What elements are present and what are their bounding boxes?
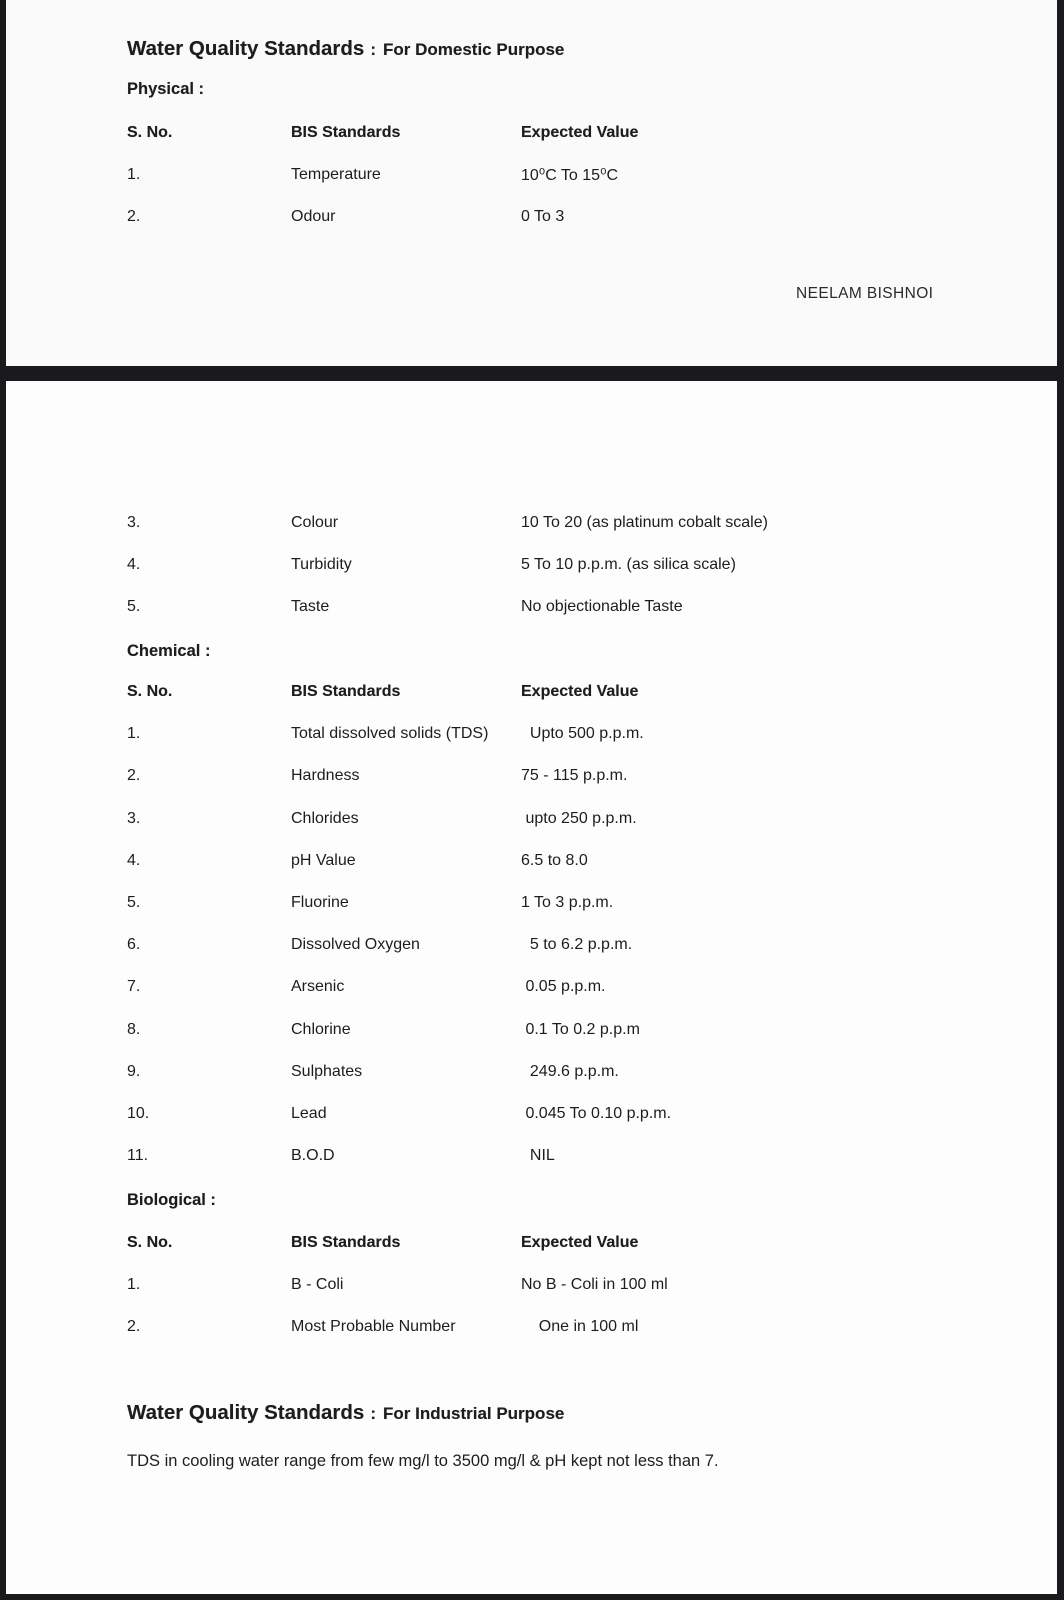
row-number: 1. <box>127 166 141 184</box>
row-standard-name: B.O.D <box>291 1147 335 1165</box>
title-colon: : <box>370 1404 376 1423</box>
table-row <box>127 1264 957 1306</box>
table-row <box>127 586 957 628</box>
col-header-expected-value: Expected Value <box>521 683 639 701</box>
table-row <box>127 924 957 966</box>
row-standard-name: B - Coli <box>291 1276 344 1294</box>
section-label-chemical: Chemical : <box>127 642 211 660</box>
document-title-domestic <box>127 36 564 64</box>
row-expected-value: 249.6 p.p.m. <box>521 1062 619 1080</box>
row-number: 3. <box>127 809 141 827</box>
row-standard-name: Dissolved Oxygen <box>291 936 420 954</box>
row-number: 8. <box>127 1020 141 1038</box>
row-expected-value: No B - Coli in 100 ml <box>521 1276 668 1294</box>
table-row <box>127 713 957 755</box>
table-row <box>127 755 957 797</box>
table-row <box>127 1051 957 1093</box>
col-header-expected-value: Expected Value <box>521 124 639 142</box>
row-standard-name: pH Value <box>291 851 356 869</box>
row-number: 1. <box>127 725 141 743</box>
row-standard-name: Fluorine <box>291 894 349 912</box>
table-row <box>127 1135 957 1177</box>
row-standard-name: Chlorine <box>291 1020 351 1038</box>
row-standard-name: Lead <box>291 1104 327 1122</box>
row-number: 4. <box>127 556 141 574</box>
row-standard-name: Colour <box>291 514 339 532</box>
row-number: 6. <box>127 936 141 954</box>
row-standard-name: Hardness <box>291 767 360 785</box>
title-subtitle: For Domestic Purpose <box>383 40 565 59</box>
page-bottom-edge <box>0 1594 1064 1600</box>
page-border-right <box>1057 0 1064 1596</box>
row-standard-name: Temperature <box>291 166 381 184</box>
table-row <box>127 840 957 882</box>
section-label-physical: Physical : <box>127 80 205 98</box>
row-number: 2. <box>127 1318 141 1336</box>
table-header-row <box>127 1222 957 1264</box>
row-expected-value: 75 - 115 p.p.m. <box>521 767 628 785</box>
title-subtitle: For Industrial Purpose <box>383 1404 565 1423</box>
row-number: 3. <box>127 514 141 532</box>
col-header-sno: S. No. <box>127 1234 173 1252</box>
table-row <box>127 502 957 544</box>
row-expected-value: 5 To 10 p.p.m. (as silica scale) <box>521 556 736 574</box>
row-number: 11. <box>127 1147 149 1165</box>
row-expected-value: 0.05 p.p.m. <box>521 978 606 996</box>
row-number: 5. <box>127 598 141 616</box>
table-row <box>127 966 957 1008</box>
row-expected-value: 6.5 to 8.0 <box>521 851 588 869</box>
physical-table <box>127 112 957 239</box>
col-header-bis-standards: BIS Standards <box>291 124 401 142</box>
table-row <box>127 882 957 924</box>
row-standard-name: Taste <box>291 598 330 616</box>
row-expected-value: No objectionable Taste <box>521 598 683 616</box>
col-header-expected-value: Expected Value <box>521 1234 639 1252</box>
row-number: 2. <box>127 767 141 785</box>
row-number: 5. <box>127 894 141 912</box>
author-name: NEELAM BISHNOI <box>796 285 934 302</box>
table-header-row <box>127 671 957 713</box>
row-number: 7. <box>127 978 141 996</box>
row-standard-name: Arsenic <box>291 978 345 996</box>
row-expected-value: NIL <box>521 1147 555 1165</box>
row-expected-value: 0.045 To 0.10 p.p.m. <box>521 1104 672 1122</box>
title-text: Water Quality Standards <box>127 1401 365 1424</box>
col-header-bis-standards: BIS Standards <box>291 683 401 701</box>
table-header-row <box>127 112 957 154</box>
table-row <box>127 1009 957 1051</box>
col-header-sno: S. No. <box>127 683 173 701</box>
page-border-left <box>0 0 6 1596</box>
document-title-industrial <box>127 1400 564 1428</box>
page-divider-band <box>0 366 1064 381</box>
row-expected-value: 0 To 3 <box>521 208 565 226</box>
row-standard-name: Turbidity <box>291 556 352 574</box>
row-number: 9. <box>127 1062 141 1080</box>
table-row <box>127 1306 957 1348</box>
row-standard-name: Most Probable Number <box>291 1318 456 1336</box>
row-standard-name: Sulphates <box>291 1062 363 1080</box>
chemical-table <box>127 671 957 1177</box>
table-row <box>127 544 957 586</box>
row-number: 2. <box>127 208 141 226</box>
row-standard-name: Odour <box>291 208 336 226</box>
row-expected-value: Upto 500 p.p.m. <box>521 725 644 743</box>
row-number: 1. <box>127 1276 141 1294</box>
row-standard-name: Total dissolved solids (TDS) <box>291 725 489 743</box>
row-expected-value: 10 To 20 (as platinum cobalt scale) <box>521 514 768 532</box>
table-row <box>127 154 957 196</box>
industrial-note: TDS in cooling water range from few mg/l to 3500 mg/l & pH kept not less than 7. <box>127 1452 719 1470</box>
row-expected-value: upto 250 p.p.m. <box>521 809 637 827</box>
title-text: Water Quality Standards <box>127 37 365 60</box>
biological-table <box>127 1222 957 1349</box>
section-label-biological: Biological : <box>127 1191 216 1209</box>
row-expected-value: 1 To 3 p.p.m. <box>521 894 614 912</box>
physical-table-continued <box>127 502 957 629</box>
table-row <box>127 196 957 238</box>
row-number: 10. <box>127 1104 150 1122</box>
row-number: 4. <box>127 851 141 869</box>
row-expected-value: 5 to 6.2 p.p.m. <box>521 936 633 954</box>
row-expected-value: One in 100 ml <box>521 1318 639 1336</box>
col-header-sno: S. No. <box>127 124 173 142</box>
col-header-bis-standards: BIS Standards <box>291 1234 401 1252</box>
table-row <box>127 1093 957 1135</box>
row-expected-value: 10⁰C To 15⁰C <box>521 167 619 185</box>
table-row <box>127 798 957 840</box>
title-colon: : <box>370 40 376 59</box>
row-expected-value: 0.1 To 0.2 p.p.m <box>521 1020 640 1038</box>
row-standard-name: Chlorides <box>291 809 359 827</box>
